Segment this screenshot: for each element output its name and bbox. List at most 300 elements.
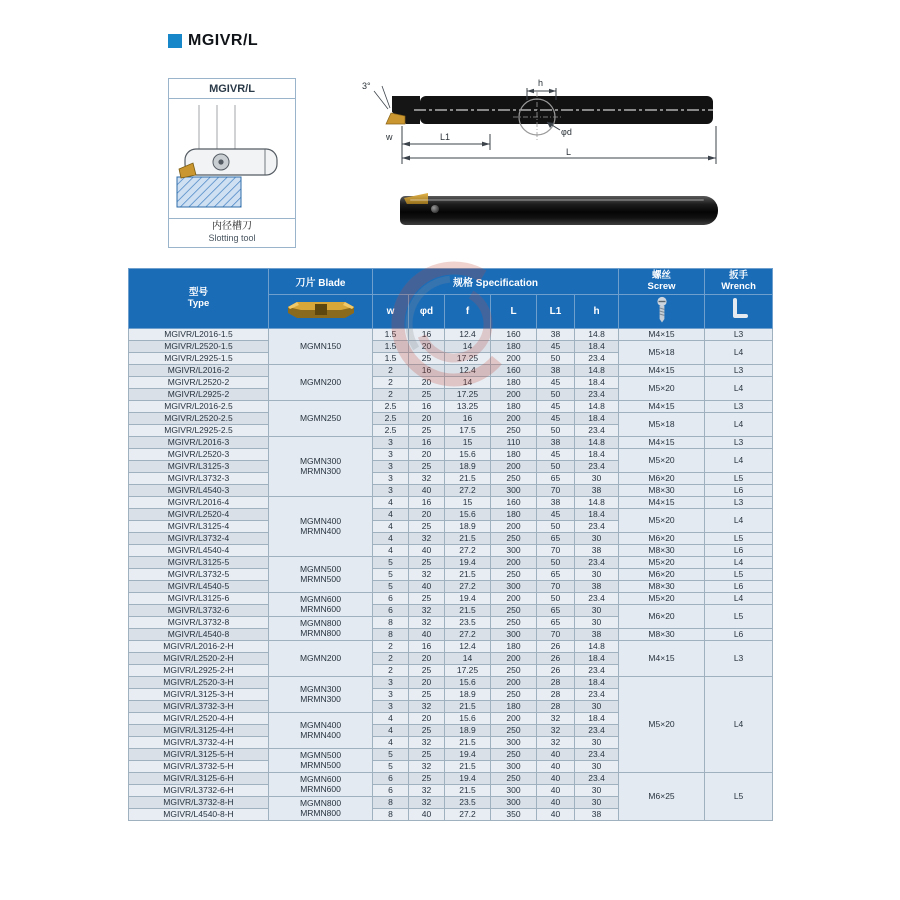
cell-phid: 20 <box>409 413 445 425</box>
cell-w: 8 <box>373 629 409 641</box>
cell-L1: 65 <box>537 617 575 629</box>
cell-h: 30 <box>575 797 619 809</box>
cell-phid: 16 <box>409 401 445 413</box>
cell-screw: M5×18 <box>619 341 705 365</box>
cell-phid: 20 <box>409 449 445 461</box>
spec-row <box>129 593 773 605</box>
cell-L1: 50 <box>537 425 575 437</box>
cell-f: 19.4 <box>445 773 491 785</box>
cell-f: 21.5 <box>445 785 491 797</box>
cell-wrench: L5 <box>705 473 773 485</box>
cell-w: 5 <box>373 761 409 773</box>
cell-h: 30 <box>575 701 619 713</box>
cell-L: 250 <box>491 533 537 545</box>
cell-L: 110 <box>491 437 537 449</box>
cell-L1: 50 <box>537 389 575 401</box>
spec-row <box>129 641 773 653</box>
cell-L1: 38 <box>537 329 575 341</box>
cell-blade: MGMN600 MRMN600 <box>269 773 373 797</box>
cell-L: 300 <box>491 737 537 749</box>
cell-phid: 16 <box>409 497 445 509</box>
cell-type: MGIVR/L2925-2-H <box>129 665 269 677</box>
cell-f: 15 <box>445 437 491 449</box>
cell-type: MGIVR/L2925-2 <box>129 389 269 401</box>
cell-h: 23.4 <box>575 749 619 761</box>
cell-L1: 45 <box>537 413 575 425</box>
cell-L: 200 <box>491 677 537 689</box>
cell-screw: M5×20 <box>619 677 705 773</box>
cell-w: 1.5 <box>373 329 409 341</box>
col-header-L1: L1 <box>537 295 575 329</box>
cell-screw: M6×20 <box>619 533 705 545</box>
cell-phid: 25 <box>409 665 445 677</box>
cell-L1: 50 <box>537 557 575 569</box>
cell-L1: 70 <box>537 545 575 557</box>
spec-table <box>128 268 773 821</box>
col-header-wrench <box>705 269 773 295</box>
cell-phid: 32 <box>409 533 445 545</box>
spec-row <box>129 473 773 485</box>
page-title: MGIVR/L <box>188 32 259 49</box>
cell-screw: M8×30 <box>619 629 705 641</box>
cell-screw: M5×18 <box>619 413 705 437</box>
cell-type: MGIVR/L3732-5-H <box>129 761 269 773</box>
cell-phid: 25 <box>409 689 445 701</box>
cell-wrench: L3 <box>705 329 773 341</box>
cell-f: 27.2 <box>445 581 491 593</box>
cell-w: 8 <box>373 797 409 809</box>
cell-L1: 28 <box>537 677 575 689</box>
cell-h: 30 <box>575 569 619 581</box>
cell-L: 250 <box>491 665 537 677</box>
cell-w: 1.5 <box>373 341 409 353</box>
cell-L1: 45 <box>537 449 575 461</box>
cell-f: 14 <box>445 377 491 389</box>
spec-row <box>129 449 773 461</box>
cell-h: 38 <box>575 545 619 557</box>
cell-f: 17.25 <box>445 665 491 677</box>
cell-f: 17.5 <box>445 425 491 437</box>
cell-L1: 26 <box>537 653 575 665</box>
col-header-screw-cn: 螺丝 <box>652 269 672 281</box>
cell-wrench: L4 <box>705 341 773 365</box>
cell-w: 4 <box>373 509 409 521</box>
cell-h: 14.8 <box>575 365 619 377</box>
cell-L1: 32 <box>537 725 575 737</box>
cell-f: 19.4 <box>445 593 491 605</box>
cell-L: 180 <box>491 341 537 353</box>
section-title-row <box>168 32 258 50</box>
cell-w: 4 <box>373 545 409 557</box>
cell-phid: 32 <box>409 761 445 773</box>
cell-w: 2 <box>373 365 409 377</box>
cell-type: MGIVR/L3732-8-H <box>129 797 269 809</box>
cell-phid: 25 <box>409 389 445 401</box>
cell-type: MGIVR/L3732-3 <box>129 473 269 485</box>
cell-f: 18.9 <box>445 521 491 533</box>
cell-h: 30 <box>575 785 619 797</box>
cell-blade: MGMN400 MRMN400 <box>269 497 373 557</box>
cell-f: 12.4 <box>445 365 491 377</box>
cell-w: 3 <box>373 677 409 689</box>
cell-L: 250 <box>491 749 537 761</box>
cell-type: MGIVR/L2016-2.5 <box>129 401 269 413</box>
cell-screw: M6×20 <box>619 569 705 581</box>
blade-insert-image <box>269 295 373 329</box>
spec-row <box>129 629 773 641</box>
cell-L1: 40 <box>537 785 575 797</box>
cell-L1: 70 <box>537 629 575 641</box>
cell-L: 160 <box>491 497 537 509</box>
cell-type: MGIVR/L2520-3 <box>129 449 269 461</box>
cell-f: 18.9 <box>445 689 491 701</box>
col-header-L: L <box>491 295 537 329</box>
cell-h: 23.4 <box>575 665 619 677</box>
cell-phid: 16 <box>409 365 445 377</box>
spec-row <box>129 605 773 617</box>
cell-type: MGIVR/L4540-3 <box>129 485 269 497</box>
tool-schematic-image <box>169 99 295 218</box>
cell-L1: 70 <box>537 485 575 497</box>
cell-L1: 70 <box>537 581 575 593</box>
cell-wrench: L4 <box>705 593 773 605</box>
cell-f: 23.5 <box>445 617 491 629</box>
cell-h: 23.4 <box>575 521 619 533</box>
cell-L: 300 <box>491 761 537 773</box>
wrench-icon <box>705 295 773 329</box>
cell-h: 30 <box>575 473 619 485</box>
content-area <box>128 20 772 880</box>
cell-w: 3 <box>373 449 409 461</box>
cell-screw: M5×20 <box>619 557 705 569</box>
cell-w: 4 <box>373 533 409 545</box>
drawing-label-l1: L1 <box>440 132 451 142</box>
cell-L: 250 <box>491 569 537 581</box>
cell-w: 3 <box>373 461 409 473</box>
cell-w: 2 <box>373 641 409 653</box>
spec-row <box>129 569 773 581</box>
cell-L1: 65 <box>537 605 575 617</box>
cell-type: MGIVR/L2925-2.5 <box>129 425 269 437</box>
cell-L1: 28 <box>537 689 575 701</box>
cell-f: 21.5 <box>445 569 491 581</box>
technical-drawing <box>328 78 772 178</box>
cell-blade: MGMN400 MRMN400 <box>269 713 373 749</box>
cell-type: MGIVR/L3732-4-H <box>129 737 269 749</box>
cell-L: 300 <box>491 545 537 557</box>
cell-h: 38 <box>575 809 619 821</box>
col-header-wrench-en: Wrench <box>721 280 756 292</box>
cell-screw: M6×20 <box>619 605 705 629</box>
cell-h: 23.4 <box>575 557 619 569</box>
cell-L: 250 <box>491 773 537 785</box>
cell-L1: 28 <box>537 701 575 713</box>
cell-type: MGIVR/L2520-4-H <box>129 713 269 725</box>
cell-phid: 40 <box>409 485 445 497</box>
cell-L: 250 <box>491 605 537 617</box>
cell-h: 23.4 <box>575 593 619 605</box>
cell-h: 14.8 <box>575 401 619 413</box>
cell-phid: 25 <box>409 557 445 569</box>
diagram-box-title: MGIVR/L <box>169 79 295 99</box>
cell-type: MGIVR/L3732-3-H <box>129 701 269 713</box>
diagram-caption-cn: 内径槽刀 <box>212 221 252 233</box>
diagram-caption-en: Slotting tool <box>208 233 256 244</box>
cell-phid: 25 <box>409 521 445 533</box>
cell-screw: M8×30 <box>619 485 705 497</box>
cell-phid: 25 <box>409 353 445 365</box>
cell-w: 2 <box>373 665 409 677</box>
cell-phid: 40 <box>409 809 445 821</box>
cell-w: 8 <box>373 617 409 629</box>
cell-w: 2.5 <box>373 401 409 413</box>
cell-w: 6 <box>373 773 409 785</box>
cell-phid: 25 <box>409 773 445 785</box>
spec-row <box>129 341 773 353</box>
cell-L1: 26 <box>537 665 575 677</box>
spec-row <box>129 329 773 341</box>
cell-screw: M4×15 <box>619 401 705 413</box>
cell-type: MGIVR/L2016-2-H <box>129 641 269 653</box>
cell-h: 23.4 <box>575 689 619 701</box>
cell-type: MGIVR/L2016-1.5 <box>129 329 269 341</box>
cell-f: 23.5 <box>445 797 491 809</box>
cell-L: 180 <box>491 701 537 713</box>
cell-type: MGIVR/L3125-6-H <box>129 773 269 785</box>
cell-w: 3 <box>373 437 409 449</box>
cell-f: 14 <box>445 653 491 665</box>
cell-wrench: L4 <box>705 509 773 533</box>
cell-L1: 40 <box>537 797 575 809</box>
cell-wrench: L5 <box>705 533 773 545</box>
cell-f: 15 <box>445 497 491 509</box>
cell-phid: 20 <box>409 653 445 665</box>
cell-phid: 16 <box>409 329 445 341</box>
cell-h: 18.4 <box>575 413 619 425</box>
cell-L: 250 <box>491 725 537 737</box>
cell-phid: 16 <box>409 437 445 449</box>
cell-phid: 16 <box>409 641 445 653</box>
cell-blade: MGMN200 <box>269 365 373 401</box>
cell-L: 300 <box>491 629 537 641</box>
drawing-label-phid: φd <box>561 127 572 137</box>
cell-f: 27.2 <box>445 629 491 641</box>
cell-L1: 45 <box>537 377 575 389</box>
cell-L: 300 <box>491 797 537 809</box>
cell-phid: 40 <box>409 545 445 557</box>
spec-row <box>129 557 773 569</box>
cell-L1: 65 <box>537 473 575 485</box>
cell-f: 19.4 <box>445 749 491 761</box>
cell-type: MGIVR/L3732-6 <box>129 605 269 617</box>
cell-L: 350 <box>491 809 537 821</box>
spec-row <box>129 581 773 593</box>
cell-L1: 38 <box>537 497 575 509</box>
cell-h: 18.4 <box>575 653 619 665</box>
cell-type: MGIVR/L3732-8 <box>129 617 269 629</box>
cell-h: 23.4 <box>575 773 619 785</box>
cell-type: MGIVR/L3125-3-H <box>129 689 269 701</box>
cell-h: 23.4 <box>575 725 619 737</box>
cell-screw: M5×20 <box>619 509 705 533</box>
spec-row <box>129 497 773 509</box>
cell-L1: 38 <box>537 365 575 377</box>
cell-type: MGIVR/L2520-1.5 <box>129 341 269 353</box>
cell-L: 300 <box>491 581 537 593</box>
cell-type: MGIVR/L3125-5 <box>129 557 269 569</box>
cell-type: MGIVR/L2016-4 <box>129 497 269 509</box>
cell-w: 5 <box>373 569 409 581</box>
cell-L1: 50 <box>537 461 575 473</box>
cell-screw: M5×20 <box>619 449 705 473</box>
cell-blade: MGMN800 MRMN800 <box>269 617 373 641</box>
cell-L1: 40 <box>537 773 575 785</box>
cell-f: 21.5 <box>445 737 491 749</box>
cell-w: 5 <box>373 581 409 593</box>
cell-h: 14.8 <box>575 329 619 341</box>
cell-screw: M6×20 <box>619 473 705 485</box>
cell-L1: 40 <box>537 809 575 821</box>
cell-L: 250 <box>491 473 537 485</box>
cell-wrench: L4 <box>705 557 773 569</box>
cell-wrench: L4 <box>705 677 773 773</box>
cell-w: 6 <box>373 605 409 617</box>
cell-type: MGIVR/L2016-2 <box>129 365 269 377</box>
cell-type: MGIVR/L2520-2 <box>129 377 269 389</box>
cell-phid: 32 <box>409 737 445 749</box>
cell-w: 4 <box>373 713 409 725</box>
cell-h: 30 <box>575 761 619 773</box>
col-header-screw <box>619 269 705 295</box>
cell-L: 200 <box>491 653 537 665</box>
title-bullet-icon <box>168 34 182 48</box>
cell-type: MGIVR/L2925-1.5 <box>129 353 269 365</box>
cell-f: 21.5 <box>445 605 491 617</box>
cell-phid: 25 <box>409 725 445 737</box>
col-header-wrench-cn: 扳手 <box>729 269 749 281</box>
cell-h: 23.4 <box>575 461 619 473</box>
cell-f: 16 <box>445 413 491 425</box>
cell-L: 200 <box>491 461 537 473</box>
cell-type: MGIVR/L2520-4 <box>129 509 269 521</box>
cell-f: 17.25 <box>445 353 491 365</box>
cell-L1: 40 <box>537 761 575 773</box>
cell-type: MGIVR/L4540-4 <box>129 545 269 557</box>
spec-row <box>129 377 773 389</box>
cell-h: 38 <box>575 485 619 497</box>
cell-phid: 25 <box>409 425 445 437</box>
cell-screw: M4×15 <box>619 329 705 341</box>
col-header-type <box>129 269 269 329</box>
spec-row <box>129 677 773 689</box>
cell-h: 23.4 <box>575 425 619 437</box>
cell-w: 8 <box>373 809 409 821</box>
cell-f: 18.9 <box>445 725 491 737</box>
cell-f: 27.2 <box>445 545 491 557</box>
cell-h: 18.4 <box>575 509 619 521</box>
cell-phid: 25 <box>409 749 445 761</box>
cell-h: 23.4 <box>575 389 619 401</box>
drawing-label-h: h <box>538 78 544 88</box>
col-header-h: h <box>575 295 619 329</box>
cell-wrench: L3 <box>705 497 773 509</box>
cell-phid: 20 <box>409 713 445 725</box>
cell-f: 13.25 <box>445 401 491 413</box>
cell-wrench: L4 <box>705 449 773 473</box>
cell-L: 180 <box>491 641 537 653</box>
cell-wrench: L4 <box>705 377 773 401</box>
cell-L: 200 <box>491 713 537 725</box>
cell-w: 5 <box>373 749 409 761</box>
cell-wrench: L3 <box>705 641 773 677</box>
cell-w: 4 <box>373 497 409 509</box>
cell-h: 18.4 <box>575 449 619 461</box>
cell-type: MGIVR/L3125-6 <box>129 593 269 605</box>
cell-L1: 40 <box>537 749 575 761</box>
cell-type: MGIVR/L3125-3 <box>129 461 269 473</box>
cell-blade: MGMN500 MRMN500 <box>269 749 373 773</box>
cell-type: MGIVR/L2520-2-H <box>129 653 269 665</box>
cell-h: 23.4 <box>575 353 619 365</box>
cell-wrench: L3 <box>705 437 773 449</box>
cell-L: 180 <box>491 449 537 461</box>
cell-f: 12.4 <box>445 641 491 653</box>
spec-row <box>129 485 773 497</box>
cell-f: 15.6 <box>445 509 491 521</box>
cell-blade: MGMN300 MRMN300 <box>269 677 373 713</box>
cell-h: 14.8 <box>575 497 619 509</box>
cell-L1: 65 <box>537 569 575 581</box>
cell-phid: 32 <box>409 569 445 581</box>
cell-w: 5 <box>373 557 409 569</box>
cell-type: MGIVR/L4540-5 <box>129 581 269 593</box>
cell-type: MGIVR/L2520-2.5 <box>129 413 269 425</box>
cell-f: 21.5 <box>445 533 491 545</box>
cell-blade: MGMN250 <box>269 401 373 437</box>
cell-blade: MGMN300 MRMN300 <box>269 437 373 497</box>
cell-type: MGIVR/L3125-5-H <box>129 749 269 761</box>
cell-w: 2.5 <box>373 425 409 437</box>
cell-type: MGIVR/L3732-4 <box>129 533 269 545</box>
col-header-type-en: Type <box>187 297 210 309</box>
cell-f: 18.9 <box>445 461 491 473</box>
cell-L: 160 <box>491 365 537 377</box>
cell-f: 19.4 <box>445 557 491 569</box>
cell-screw: M5×20 <box>619 593 705 605</box>
cell-blade: MGMN500 MRMN500 <box>269 557 373 593</box>
cell-phid: 32 <box>409 785 445 797</box>
cell-wrench: L6 <box>705 629 773 641</box>
cell-type: MGIVR/L2016-3 <box>129 437 269 449</box>
cell-phid: 40 <box>409 629 445 641</box>
cell-h: 30 <box>575 605 619 617</box>
tool-photo <box>400 196 718 225</box>
cell-wrench: L3 <box>705 401 773 413</box>
cell-h: 18.4 <box>575 341 619 353</box>
col-header-f: f <box>445 295 491 329</box>
cell-L1: 38 <box>537 437 575 449</box>
screw-icon <box>619 295 705 329</box>
cell-h: 30 <box>575 617 619 629</box>
cell-f: 21.5 <box>445 701 491 713</box>
cell-w: 3 <box>373 485 409 497</box>
cell-f: 12.4 <box>445 329 491 341</box>
cell-L: 180 <box>491 509 537 521</box>
cell-wrench: L6 <box>705 545 773 557</box>
cell-type: MGIVR/L2520-3-H <box>129 677 269 689</box>
cell-h: 18.4 <box>575 377 619 389</box>
col-header-screw-en: Screw <box>647 280 676 292</box>
